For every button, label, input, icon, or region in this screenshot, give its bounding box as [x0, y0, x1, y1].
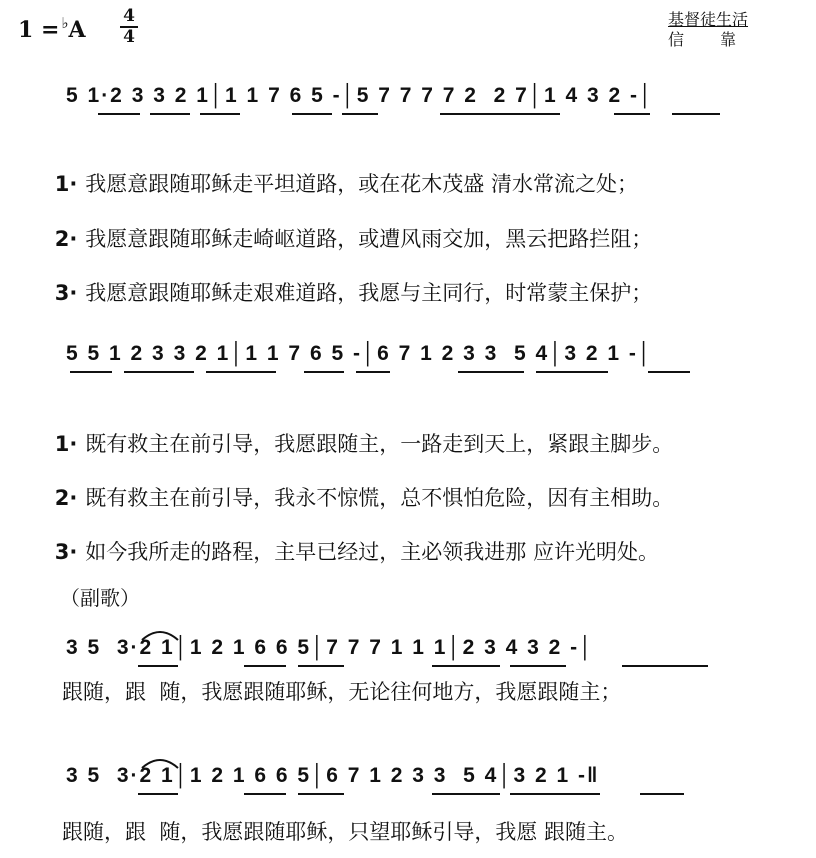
chorus-notation-line-2: 3 5 3·2 1│1 2 1 6 6 5│6 7 1 2 3 3 5 4│3 2 1 -‖: [66, 764, 600, 787]
key-signature: [18, 14, 86, 43]
verse-number: 2·: [54, 486, 78, 510]
verse-number: 3·: [54, 281, 78, 305]
flat-symbol: ♭: [61, 14, 69, 32]
verse-number: 2·: [54, 227, 78, 251]
verse-number: 3·: [54, 540, 78, 564]
verse-text: 我愿意跟随耶稣走崎岖道路，或遭风雨交加，黑云把路拦阻；: [85, 227, 653, 251]
key-prefix: 1 =: [18, 17, 60, 43]
source-book: 基督徒生活: [668, 10, 749, 29]
verse-text: 既有救主在前引导，我永不惊慌，总不惧怕危险，因有主相助。: [85, 486, 674, 510]
chorus-lyric-line-1: 跟随，跟 随，我愿跟随耶稣，无论往何地方，我愿跟随主；: [62, 680, 622, 704]
chorus-lyric-line-2: 跟随，跟 随，我愿跟随耶稣，只望耶稣引导，我愿 跟随主。: [62, 820, 629, 844]
chorus-heading: （副歌）: [60, 586, 140, 610]
key-letter: A: [68, 17, 86, 43]
verse-text: 既有救主在前引导，我愿跟随主，一路走到天上，紧跟主脚步。: [85, 432, 674, 456]
meter-bottom: 4: [123, 27, 135, 47]
verse-text: 我愿意跟随耶稣走艰难道路，我愿与主同行，时常蒙主保护；: [85, 281, 653, 305]
hymn-source: [668, 10, 772, 50]
verse-number: 1·: [54, 432, 78, 456]
notation-line-1: 5 1·2 3 3 2 1│1 1 7 6 5 -│5 7 7 7 7 2 2 7│1 4 3 2 -│: [66, 84, 655, 107]
verse-number: 1·: [54, 172, 78, 196]
chorus-notation-line-1: 3 5 3·2 1│1 2 1 6 6 5│7 7 7 1 1 1│2 3 4 3 2 -│: [66, 636, 595, 659]
time-signature: [118, 8, 140, 46]
meter-top: 4: [123, 6, 135, 26]
verse-3-line-a: [28, 253, 652, 331]
notation-line-2: 5 5 1 2 3 3 2 1│1 1 7 6 5 -│6 7 1 2 3 3 5 4│3 2 1 -│: [66, 342, 653, 365]
verse-text: 我愿意跟随耶稣走平坦道路，或在花木茂盛 清水常流之处；: [85, 172, 638, 196]
source-section: 信靠: [668, 30, 773, 49]
verse-text: 如今我所走的路程，主早已经过，主必领我进那 应许光明处。: [85, 540, 659, 564]
verse-3-line-b: [28, 512, 659, 590]
